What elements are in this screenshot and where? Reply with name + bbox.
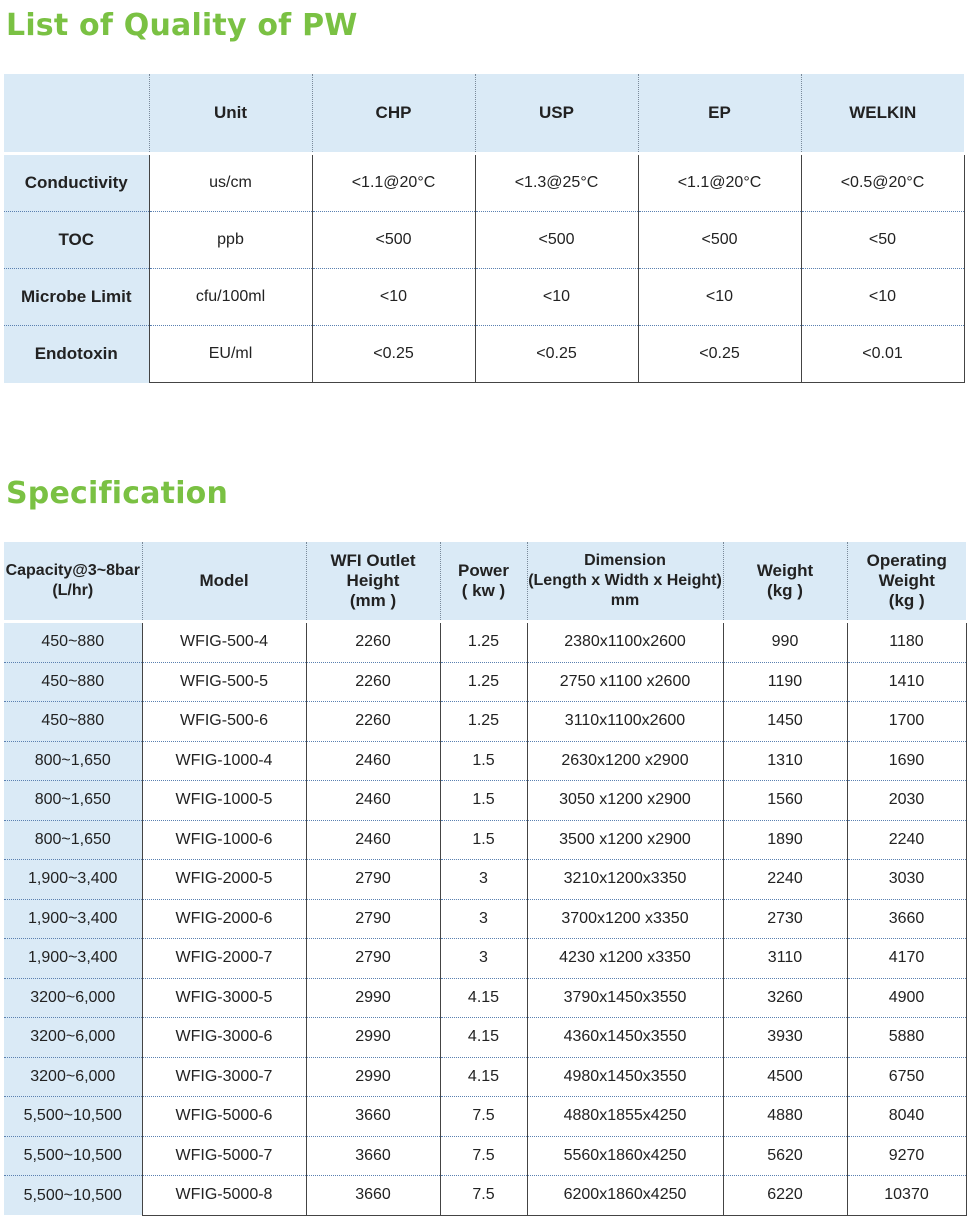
- spec-cell-power: 1.5: [440, 820, 527, 860]
- spec-cell-model: WFIG-1000-5: [142, 781, 306, 821]
- quality-section-title: List of Quality of PW: [6, 8, 358, 43]
- spec-header-capacity: [4, 542, 142, 622]
- spec-cell-wfi-outlet-height: 2460: [306, 741, 440, 781]
- spec-row: [4, 622, 966, 663]
- spec-section-title: Specification: [6, 476, 229, 511]
- quality-cell: <1.1@20°C: [312, 154, 475, 212]
- spec-header-dimension: [527, 542, 723, 622]
- spec-cell-operating-weight: 8040: [847, 1097, 966, 1137]
- spec-cell-power: 7.5: [440, 1136, 527, 1176]
- spec-header-line: mm: [610, 592, 640, 609]
- spec-row: [4, 781, 966, 821]
- spec-cell-model: WFIG-2000-6: [142, 899, 306, 939]
- spec-cell-operating-weight: 1180: [847, 622, 966, 663]
- spec-row: [4, 741, 966, 781]
- spec-cell-weight: 1190: [723, 662, 847, 702]
- spec-cell-wfi-outlet-height: 2990: [306, 978, 440, 1018]
- spec-cell-dimension: 3050 x1200 x2900: [527, 781, 723, 821]
- spec-cell-operating-weight: 1410: [847, 662, 966, 702]
- quality-cell: <0.25: [475, 326, 638, 383]
- spec-row: [4, 820, 966, 860]
- quality-cell: <0.25: [312, 326, 475, 383]
- spec-row: [4, 1057, 966, 1097]
- spec-cell-weight: 3110: [723, 939, 847, 979]
- spec-row: [4, 1176, 966, 1216]
- quality-cell: <0.5@20°C: [801, 154, 964, 212]
- spec-cell-weight: 1310: [723, 741, 847, 781]
- spec-capacity-cell: 3200~6,000: [4, 1057, 142, 1097]
- spec-cell-operating-weight: 3660: [847, 899, 966, 939]
- spec-row: [4, 899, 966, 939]
- spec-cell-dimension: 3500 x1200 x2900: [527, 820, 723, 860]
- spec-cell-operating-weight: 6750: [847, 1057, 966, 1097]
- spec-row: [4, 1136, 966, 1176]
- spec-cell-dimension: 4880x1855x4250: [527, 1097, 723, 1137]
- spec-cell-weight: 990: [723, 622, 847, 663]
- spec-cell-power: 7.5: [440, 1176, 527, 1216]
- spec-cell-weight: 3260: [723, 978, 847, 1018]
- spec-cell-model: WFIG-5000-7: [142, 1136, 306, 1176]
- spec-cell-model: WFIG-3000-5: [142, 978, 306, 1018]
- spec-header-line: Weight: [756, 561, 814, 580]
- spec-capacity-cell: 1,900~3,400: [4, 899, 142, 939]
- spec-cell-wfi-outlet-height: 2790: [306, 899, 440, 939]
- spec-cell-dimension: 4360x1450x3550: [527, 1018, 723, 1058]
- spec-capacity-cell: 5,500~10,500: [4, 1136, 142, 1176]
- spec-row: [4, 978, 966, 1018]
- spec-cell-model: WFIG-500-4: [142, 622, 306, 663]
- quality-row-label: TOC: [4, 212, 149, 269]
- spec-cell-operating-weight: 10370: [847, 1176, 966, 1216]
- spec-cell-power: 3: [440, 899, 527, 939]
- spec-cell-power: 1.5: [440, 741, 527, 781]
- quality-cell: <1.1@20°C: [638, 154, 801, 212]
- spec-cell-wfi-outlet-height: 2260: [306, 662, 440, 702]
- quality-header-corner: [4, 74, 149, 154]
- quality-cell: <10: [312, 269, 475, 326]
- spec-cell-wfi-outlet-height: 2260: [306, 702, 440, 742]
- spec-cell-operating-weight: 2240: [847, 820, 966, 860]
- quality-row: [4, 154, 964, 212]
- spec-cell-dimension: 2750 x1100 x2600: [527, 662, 723, 702]
- spec-cell-wfi-outlet-height: 3660: [306, 1176, 440, 1216]
- spec-row: [4, 662, 966, 702]
- spec-cell-wfi-outlet-height: 2990: [306, 1057, 440, 1097]
- spec-row: [4, 1097, 966, 1137]
- spec-cell-weight: 5620: [723, 1136, 847, 1176]
- spec-cell-operating-weight: 1700: [847, 702, 966, 742]
- spec-cell-wfi-outlet-height: 2790: [306, 939, 440, 979]
- spec-header-line: (kg ): [767, 581, 803, 600]
- quality-cell: <1.3@25°C: [475, 154, 638, 212]
- spec-cell-dimension: 2630x1200 x2900: [527, 741, 723, 781]
- spec-cell-weight: 1890: [723, 820, 847, 860]
- spec-cell-dimension: 4230 x1200 x3350: [527, 939, 723, 979]
- spec-cell-model: WFIG-1000-4: [142, 741, 306, 781]
- spec-cell-power: 3: [440, 860, 527, 900]
- quality-cell: cfu/100ml: [149, 269, 312, 326]
- spec-cell-power: 4.15: [440, 978, 527, 1018]
- spec-cell-wfi-outlet-height: 2460: [306, 781, 440, 821]
- spec-cell-power: 3: [440, 939, 527, 979]
- spec-cell-model: WFIG-2000-5: [142, 860, 306, 900]
- spec-cell-operating-weight: 1690: [847, 741, 966, 781]
- spec-row: [4, 939, 966, 979]
- spec-cell-power: 1.5: [440, 781, 527, 821]
- quality-cell: <500: [475, 212, 638, 269]
- spec-cell-dimension: 6200x1860x4250: [527, 1176, 723, 1216]
- spec-cell-weight: 1450: [723, 702, 847, 742]
- quality-row-label: Endotoxin: [4, 326, 149, 383]
- spec-capacity-cell: 1,900~3,400: [4, 939, 142, 979]
- spec-header-line: (kg ): [888, 591, 925, 610]
- spec-cell-operating-weight: 4170: [847, 939, 966, 979]
- spec-cell-model: WFIG-500-6: [142, 702, 306, 742]
- spec-capacity-cell: 450~880: [4, 662, 142, 702]
- spec-cell-weight: 2240: [723, 860, 847, 900]
- spec-header-wfi-outlet-height: [306, 542, 440, 622]
- quality-table: [4, 74, 965, 383]
- spec-capacity-cell: 3200~6,000: [4, 1018, 142, 1058]
- spec-header-line: Power: [457, 561, 510, 580]
- spec-cell-dimension: 3110x1100x2600: [527, 702, 723, 742]
- spec-cell-model: WFIG-500-5: [142, 662, 306, 702]
- quality-header-ep: EP: [638, 74, 801, 154]
- spec-cell-model: WFIG-1000-6: [142, 820, 306, 860]
- spec-header-line: Model: [199, 571, 249, 590]
- quality-header-row: [4, 74, 964, 154]
- spec-capacity-cell: 3200~6,000: [4, 978, 142, 1018]
- spec-cell-weight: 2730: [723, 899, 847, 939]
- quality-cell: <50: [801, 212, 964, 269]
- spec-header-line: WFI Outlet: [330, 551, 416, 570]
- spec-cell-power: 1.25: [440, 662, 527, 702]
- spec-header-line: (L/hr): [52, 582, 94, 599]
- spec-cell-dimension: 3210x1200x3350: [527, 860, 723, 900]
- quality-cell: <10: [475, 269, 638, 326]
- spec-row: [4, 702, 966, 742]
- spec-header-line: (mm ): [349, 591, 397, 610]
- spec-cell-model: WFIG-5000-6: [142, 1097, 306, 1137]
- spec-header-row: [4, 542, 966, 622]
- quality-cell: <500: [638, 212, 801, 269]
- quality-header-unit: Unit: [149, 74, 312, 154]
- spec-header-line: Weight: [878, 571, 935, 590]
- spec-cell-weight: 3930: [723, 1018, 847, 1058]
- spec-capacity-cell: 450~880: [4, 702, 142, 742]
- spec-cell-dimension: 4980x1450x3550: [527, 1057, 723, 1097]
- spec-cell-operating-weight: 5880: [847, 1018, 966, 1058]
- quality-row-label: Conductivity: [4, 154, 149, 212]
- spec-cell-wfi-outlet-height: 3660: [306, 1136, 440, 1176]
- spec-cell-wfi-outlet-height: 3660: [306, 1097, 440, 1137]
- spec-row: [4, 860, 966, 900]
- spec-cell-operating-weight: 4900: [847, 978, 966, 1018]
- spec-row: [4, 1018, 966, 1058]
- spec-capacity-cell: 5,500~10,500: [4, 1097, 142, 1137]
- spec-cell-weight: 1560: [723, 781, 847, 821]
- quality-row: [4, 326, 964, 383]
- quality-cell: <0.25: [638, 326, 801, 383]
- spec-header-model: [142, 542, 306, 622]
- quality-cell: <10: [638, 269, 801, 326]
- spec-cell-weight: 6220: [723, 1176, 847, 1216]
- quality-row: [4, 212, 964, 269]
- spec-cell-weight: 4880: [723, 1097, 847, 1137]
- spec-header-line: Operating: [866, 551, 947, 570]
- spec-capacity-cell: 1,900~3,400: [4, 860, 142, 900]
- spec-header-operating-weight: [847, 542, 966, 622]
- spec-cell-model: WFIG-3000-6: [142, 1018, 306, 1058]
- quality-header-welkin: WELKIN: [801, 74, 964, 154]
- spec-header-line: (Length x Width x Height): [528, 572, 722, 589]
- spec-cell-operating-weight: 3030: [847, 860, 966, 900]
- spec-header-weight: [723, 542, 847, 622]
- quality-header-chp: CHP: [312, 74, 475, 154]
- spec-header-power: [440, 542, 527, 622]
- quality-cell: EU/ml: [149, 326, 312, 383]
- quality-cell: us/cm: [149, 154, 312, 212]
- spec-header-line: Height: [346, 571, 400, 590]
- spec-cell-wfi-outlet-height: 2460: [306, 820, 440, 860]
- spec-cell-operating-weight: 2030: [847, 781, 966, 821]
- spec-cell-operating-weight: 9270: [847, 1136, 966, 1176]
- spec-cell-power: 4.15: [440, 1057, 527, 1097]
- spec-cell-wfi-outlet-height: 2790: [306, 860, 440, 900]
- spec-capacity-cell: 800~1,650: [4, 741, 142, 781]
- quality-cell: <10: [801, 269, 964, 326]
- spec-cell-power: 1.25: [440, 622, 527, 663]
- spec-cell-model: WFIG-5000-8: [142, 1176, 306, 1216]
- spec-table: [4, 542, 967, 1216]
- spec-cell-dimension: 2380x1100x2600: [527, 622, 723, 663]
- spec-cell-power: 7.5: [440, 1097, 527, 1137]
- spec-cell-wfi-outlet-height: 2260: [306, 622, 440, 663]
- spec-cell-dimension: 5560x1860x4250: [527, 1136, 723, 1176]
- spec-cell-model: WFIG-3000-7: [142, 1057, 306, 1097]
- spec-cell-weight: 4500: [723, 1057, 847, 1097]
- spec-capacity-cell: 800~1,650: [4, 820, 142, 860]
- spec-header-line: Dimension: [584, 552, 666, 569]
- spec-cell-dimension: 3790x1450x3550: [527, 978, 723, 1018]
- spec-capacity-cell: 5,500~10,500: [4, 1176, 142, 1216]
- quality-cell: ppb: [149, 212, 312, 269]
- spec-cell-dimension: 3700x1200 x3350: [527, 899, 723, 939]
- spec-cell-power: 1.25: [440, 702, 527, 742]
- spec-capacity-cell: 800~1,650: [4, 781, 142, 821]
- spec-header-line: ( kw ): [461, 581, 506, 600]
- quality-row-label: Microbe Limit: [4, 269, 149, 326]
- spec-header-line: Capacity@3~8bar: [5, 562, 140, 579]
- spec-cell-wfi-outlet-height: 2990: [306, 1018, 440, 1058]
- quality-cell: <500: [312, 212, 475, 269]
- spec-capacity-cell: 450~880: [4, 622, 142, 663]
- spec-cell-power: 4.15: [440, 1018, 527, 1058]
- quality-row: [4, 269, 964, 326]
- quality-cell: <0.01: [801, 326, 964, 383]
- quality-header-usp: USP: [475, 74, 638, 154]
- spec-cell-model: WFIG-2000-7: [142, 939, 306, 979]
